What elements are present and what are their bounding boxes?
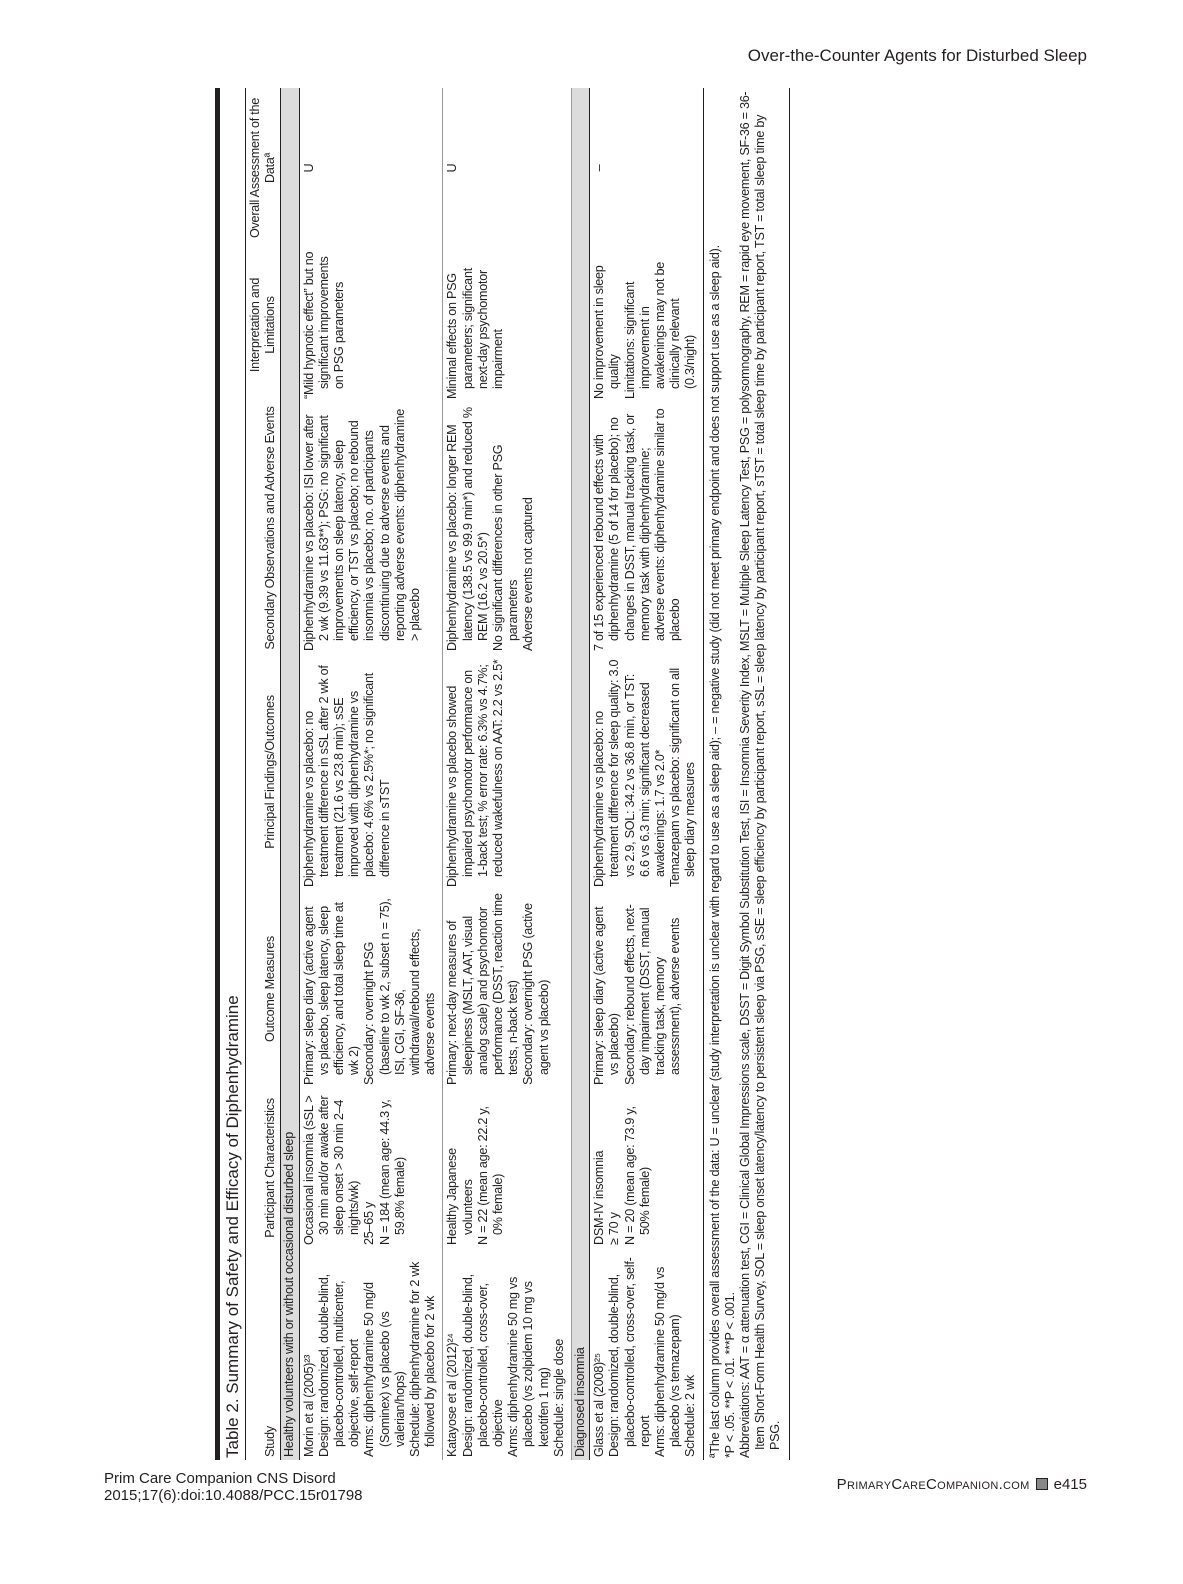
cell-paragraph: Primary: sleep diary (active agent vs placebo) xyxy=(592,906,622,1085)
column-header: Outcome Measures xyxy=(246,890,281,1088)
page-number: e415 xyxy=(1053,1476,1087,1493)
table-title: Table 2. Summary of Safety and Efficacy of Diphenhydramine xyxy=(220,88,246,1460)
table-cell xyxy=(590,88,703,248)
cell-paragraph: Diphenhydramine vs placebo: no treatment difference for sleep quality: 3.0 vs 2.9, SOL: 34.2 vs 36.8 min, or TST: 6.6 vs 6.3 min; significant decreased awakenings: 1.7 vs 2.0* xyxy=(592,659,668,887)
cell-paragraph: Minimal effects on PSG parameters; significant next-day psychomotor impairment xyxy=(445,268,506,399)
footnote: *P < .05. **P < .01. ***P < .001. xyxy=(722,1292,737,1458)
column-header: Study xyxy=(246,1248,281,1460)
cell-paragraph: Occasional insomnia (sSL > 30 min and/or awake after sleep onset > 30 min 2–4 nights/wk) xyxy=(301,1095,362,1245)
cell-paragraph: Temazepam vs placebo: significant on all sleep diary measures xyxy=(668,668,698,887)
table-cell xyxy=(443,248,572,402)
cell-paragraph: Diphenhydramine vs placebo: longer REM latency (138.5 vs 99.9 min*) and reduced % REM (16.2 vs 20.5*) xyxy=(445,407,490,651)
data-table xyxy=(246,88,704,1460)
table-cell xyxy=(299,402,443,654)
cell-paragraph: DSM-IV insomnia xyxy=(592,1150,607,1245)
table-cell xyxy=(443,1088,572,1248)
cell-paragraph: Design: randomized, double-blind, placebo-controlled, cross-over, self-report xyxy=(607,1257,652,1457)
table-row xyxy=(299,88,443,1460)
cell-paragraph: Schedule: diphenhydramine for 2 wk followed by placebo for 2 wk xyxy=(408,1261,438,1457)
column-header: Secondary Observations and Adverse Events xyxy=(246,402,281,654)
footer-doi: 2015;17(6):doi:10.4088/PCC.15r01798 xyxy=(104,1487,363,1504)
table-cell xyxy=(299,1088,443,1248)
section-label: Healthy volunteers with or without occasional disturbed sleep xyxy=(281,88,299,1460)
table-cell xyxy=(443,654,572,890)
table-cell xyxy=(299,248,443,402)
table-cell xyxy=(590,1088,703,1248)
cell-paragraph: Secondary: overnight PSG (active agent vs placebo) xyxy=(521,903,551,1085)
cell-paragraph: N = 184 (mean age: 44.3 y, 59.8% female) xyxy=(377,1099,407,1245)
column-header: Overall Assessment of the Dataª xyxy=(246,88,281,248)
cell-paragraph: No improvement in sleep quality xyxy=(592,265,622,399)
cell-paragraph: Katayose et al (2012)²⁴ xyxy=(445,1333,460,1457)
cell-paragraph: “Mild hypnotic effect” but no significant improvements on PSG parameters xyxy=(301,251,347,399)
section-row xyxy=(281,88,299,1460)
table-footnotes xyxy=(704,88,783,1460)
cell-paragraph: Design: randomized, double-blind, placebo-controlled, multicenter, objective, self-report xyxy=(316,1274,362,1457)
cell-paragraph: U xyxy=(301,163,316,173)
footer-citation xyxy=(104,1470,363,1504)
table-cell xyxy=(590,248,703,402)
cell-paragraph: Design: randomized, double-blind, placebo-controlled, cross-over, objective xyxy=(460,1274,506,1457)
table-cell xyxy=(590,402,703,654)
square-icon xyxy=(1036,1478,1048,1490)
table-cell xyxy=(443,88,572,248)
footer-site xyxy=(837,1476,1087,1493)
table-cell xyxy=(443,1248,572,1460)
column-header: Interpretation and Limitations xyxy=(246,248,281,402)
cell-paragraph: Schedule: single dose xyxy=(551,1339,566,1457)
cell-paragraph: U xyxy=(445,163,460,173)
table-cell xyxy=(299,1248,443,1460)
cell-paragraph: Diphenhydramine vs placebo showed impaired psychomotor performance on 1-back test; % error rate: 6.3% vs 4.7%; reduced wakefulness on AAT: 2.2 vs 2.5* xyxy=(445,659,506,887)
cell-paragraph: N = 22 (mean age: 22.2 y, 0% female) xyxy=(475,1106,506,1245)
section-row xyxy=(572,88,590,1460)
column-header: Participant Characteristics xyxy=(246,1088,281,1248)
cell-paragraph: No significant differences in other PSG parameters xyxy=(491,444,521,651)
table-bottom-rule xyxy=(789,88,790,1460)
cell-paragraph: Healthy Japanese volunteers xyxy=(445,1148,475,1245)
header-row xyxy=(246,88,281,1460)
cell-paragraph: Arms: diphenhydramine 50 mg/d (Sominex) vs placebo (vs valerian/hops) xyxy=(362,1282,407,1457)
cell-paragraph: Secondary: overnight PSG (baseline to wk 2, subset n = 75), ISI, CGI, SF-36, withdrawal/rebound effects, adverse events xyxy=(362,898,438,1085)
table-cell xyxy=(590,890,703,1088)
cell-paragraph: Arms: diphenhydramine 50 mg vs placebo (vs zolpidem 10 mg vs ketotifen 1 mg) xyxy=(506,1276,551,1457)
cell-paragraph: Primary: next-day measures of sleepiness (MSLT, AAT, visual analog scale) and psychomotor performance (DSST, reaction time tests, n-back test) xyxy=(445,893,521,1085)
cell-paragraph: Primary: sleep diary (active agent vs placebo, sleep latency, sleep efficiency, and total sleep time at wk 2) xyxy=(301,902,362,1085)
table-cell xyxy=(299,890,443,1088)
table-row xyxy=(443,88,572,1460)
footnote: Abbreviations: AAT = α attenuation test, CGI = Clinical Global Impressions scale, DSST = Digit Symbol Substitution Test, ISI = Insomnia Severity Index, MSLT = Multiple Sleep Latency Test, PSG = polysomnography, REM = rapid eye movement, SF-36 = 36-Item Short-Form Health Survey, SOL = sleep onset latency/latency to persistent sleep via PSG, sSE = sleep efficiency by participant report, sSL = sleep latency by participant report, sTST = total sleep time by participant report, TST = total sleep time by PSG. xyxy=(737,91,782,1458)
footer-site-link[interactable]: PrimaryCareCompanion.com xyxy=(836,1476,1030,1493)
footnote: ªThe last column provides overall assessment of the data: U = unclear (study interpretation is unclear with regard to use as a sleep aid); – = negative study (did not meet primary endpoint and does not support use as a sleep aid). xyxy=(707,245,722,1458)
cell-paragraph: Diphenhydramine vs placebo: ISI lower after 2 wk (9.39 vs 11.63**); PSG: no significant improvements on sleep latency, sleep efficiency, or TST vs placebo; no rebound insomnia vs placebo; no. of participants discontinuing due to adverse events and reporting adverse events: diphenhydramine > placebo xyxy=(301,409,423,651)
footer-journal: Prim Care Companion CNS Disord xyxy=(104,1470,336,1487)
cell-paragraph: Arms: diphenhydramine 50 mg/d vs placebo (vs temazepam) xyxy=(653,1266,683,1457)
cell-paragraph: Schedule: 2 wk xyxy=(683,1375,698,1457)
table-cell xyxy=(590,654,703,890)
cell-paragraph: Diphenhydramine vs placebo: no treatment difference in sSL after 2 wk of treatment (21.6 vs 23.8 min); sSE improved with diphenhydramine vs placebo: 4.6% vs 2.5%*; no significant difference in sTST xyxy=(301,665,392,887)
summary-table xyxy=(215,88,790,1460)
cell-paragraph: 25–65 y xyxy=(362,1201,377,1245)
table-row xyxy=(590,88,703,1460)
section-label: Diagnosed insomnia xyxy=(572,88,590,1460)
cell-paragraph: Limitations: significant improvement in awakenings may not be clinically relevant (0.3/night) xyxy=(622,261,698,399)
cell-paragraph: ≥ 70 y xyxy=(607,1212,622,1245)
cell-paragraph: N = 20 (mean age: 73.9 y, 50% female) xyxy=(622,1106,652,1245)
cell-paragraph: – xyxy=(592,164,607,172)
table-cell xyxy=(590,1248,703,1460)
cell-paragraph: 7 of 15 experienced rebound effects with diphenhydramine (5 of 14 for placebo); no changes in DSST, manual tracking task, or memory task with diphenhydramine; adverse events: diphenhydramine similar to placebo xyxy=(592,408,683,651)
cell-paragraph: Morin et al (2005)²³ xyxy=(301,1354,316,1457)
cell-paragraph: Adverse events not captured xyxy=(521,497,536,651)
table-cell xyxy=(443,402,572,654)
cell-paragraph: Glass et al (2008)²⁵ xyxy=(592,1353,607,1457)
table-cell xyxy=(443,890,572,1088)
rotated-table-container xyxy=(215,88,985,1460)
column-header: Principal Findings/Outcomes xyxy=(246,654,281,890)
running-head: Over-the-Counter Agents for Disturbed Sleep xyxy=(747,46,1087,65)
table-cell xyxy=(299,88,443,248)
cell-paragraph: Secondary: rebound effects, next-day impairment (DSST, manual tracking task, memory assessment), adverse events xyxy=(622,904,683,1085)
table-cell xyxy=(299,654,443,890)
